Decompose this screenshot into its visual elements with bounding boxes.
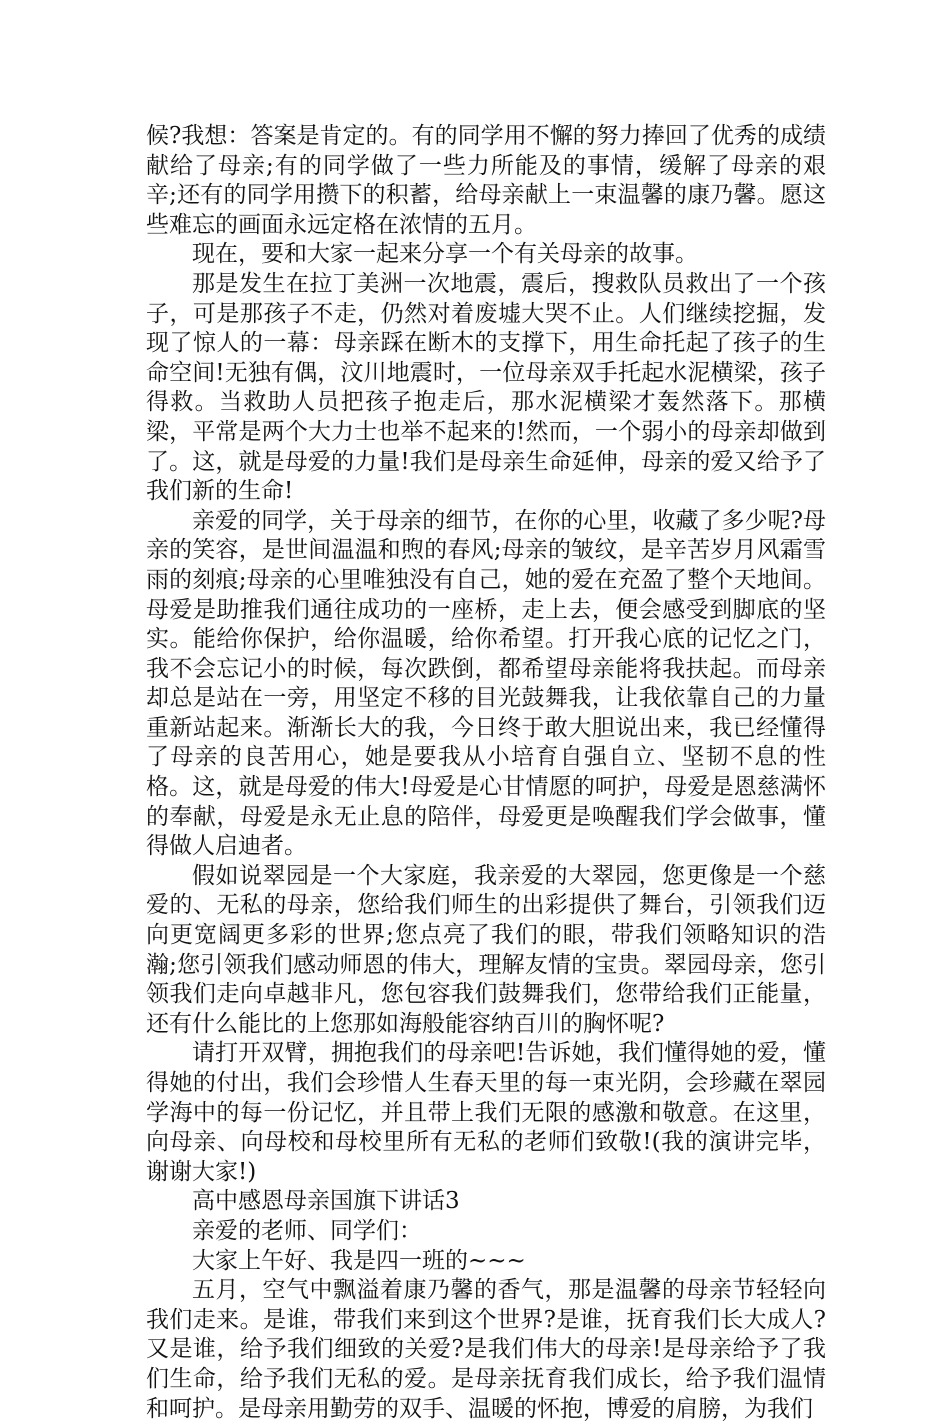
paragraph-2: 现在，要和大家一起来分享一个有关母亲的故事。 xyxy=(192,241,698,268)
paragraph-6: 请打开双臂，拥抱我们的母亲吧!告诉她，我们懂得她的爱，懂得她的付出，我们会珍惜人生春天里的每一束光阴，会珍藏在翠园学海中的每一份记忆，并且带上我们无限的感激和敬意。在这里，向母亲、向母校和母校里所有无私的老师们致敬!(我的演讲完毕，谢谢大家!) xyxy=(146,1040,826,1185)
paragraph-10: 五月，空气中飘溢着康乃馨的香气，那是温馨的母亲节轻轻向我们走来。是谁，带我们来到这个世界?是谁，抚育我们长大成人?又是谁，给予我们细致的关爱?是我们伟大的母亲!是母亲给予了我们生命，给予我们无私的爱。是母亲抚育我们成长，给予我们温情和呵护。是母亲用勤劳的双手、温暖的怀抱，博爱的肩膀，为我们 xyxy=(146,1277,826,1422)
paragraph-1: 候?我想：答案是肯定的。有的同学用不懈的努力捧回了优秀的成绩献给了母亲;有的同学做了一些力所能及的事情，缓解了母亲的艰辛;还有的同学用攒下的积蓄，给母亲献上一束温馨的康乃馨。愿这些难忘的画面永远定格在浓情的五月。 xyxy=(146,123,826,238)
document-page xyxy=(146,122,826,1424)
greeting: 大家上午好、我是四一班的~~~ xyxy=(192,1247,526,1274)
paragraph-4: 亲爱的同学，关于母亲的细节，在你的心里，收藏了多少呢?母亲的笑容，是世间温温和煦的春风;母亲的皱纹，是辛苦岁月风霜雪雨的刻痕;母亲的心里唯独没有自己，她的爱在充盈了整个天地间。母爱是助推我们通往成功的一座桥，走上去，便会感受到脚底的坚实。能给你保护，给你温暖，给你希望。打开我心底的记忆之门，我不会忘记小的时候，每次跌倒，都希望母亲能将我扶起。而母亲却总是站在一旁，用坚定不移的目光鼓舞我，让我依靠自己的力量重新站起来。渐渐长大的我，今日终于敢大胆说出来，我已经懂得了母亲的良苦用心，她是要我从小培育自强自立、坚韧不息的性格。这，就是母爱的伟大!母爱是心甘情愿的呵护，母爱是恩慈满怀的奉献，母爱是永无止息的陪伴，母爱更是唤醒我们学会做事，懂得做人启迪者。 xyxy=(146,507,826,860)
salutation: 亲爱的老师、同学们： xyxy=(192,1217,422,1244)
section-heading: 高中感恩母亲国旗下讲话3 xyxy=(192,1188,460,1215)
paragraph-5: 假如说翠园是一个大家庭，我亲爱的大翠园，您更像是一个慈爱的、无私的母亲，您给我们师生的出彩提供了舞台，引领我们迈向更宽阔更多彩的世界;您点亮了我们的眼，带我们领略知识的浩瀚;您引领我们感动师恩的伟大，理解友情的宝贵。翠园母亲，您引领我们走向卓越非凡，您包容我们鼓舞我们，您带给我们正能量，还有什么能比的上您那如海般能容纳百川的胸怀呢? xyxy=(146,862,826,1037)
paragraph-3: 那是发生在拉丁美洲一次地震，震后，搜救队员救出了一个孩子，可是那孩子不走，仍然对着废墟大哭不止。人们继续挖掘，发现了惊人的一幕：母亲踩在断木的支撑下，用生命托起了孩子的生命空间!无独有偶，汶川地震时，一位母亲双手托起水泥横梁，孩子得救。当救助人员把孩子抱走后，那水泥横梁才轰然落下。那横梁，平常是两个大力士也举不起来的!然而，一个弱小的母亲却做到了。这，就是母爱的力量!我们是母亲生命延伸，母亲的爱又给予了我们新的生命! xyxy=(146,270,826,505)
